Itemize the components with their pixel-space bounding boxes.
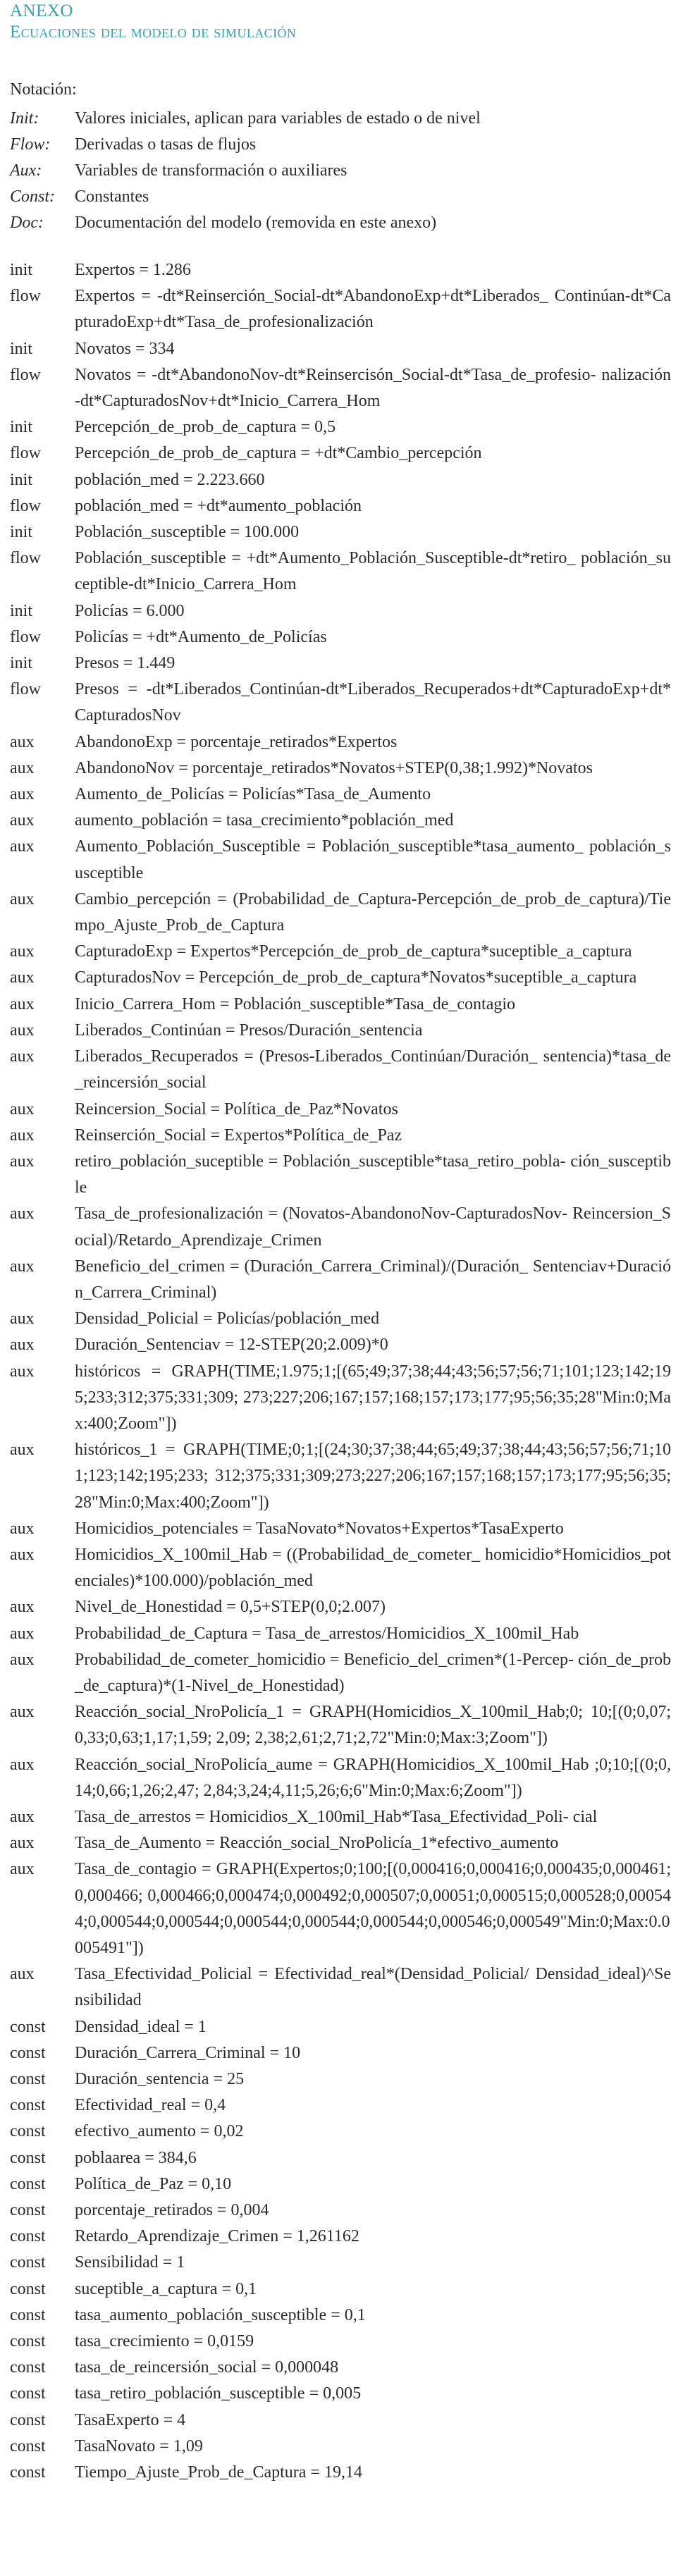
equation-type: aux [10, 1441, 35, 1460]
equation-row [10, 2014, 672, 2040]
equation-row [10, 2224, 672, 2250]
equation-type: aux [10, 1152, 35, 1171]
equation-row [10, 467, 672, 493]
equation-type: const [10, 2070, 46, 2089]
equation-type: const [10, 2043, 46, 2062]
equation-row [10, 677, 672, 729]
equation-text: Cambio_percepción = (Probabilidad_de_Captura-Percepción_de_prob_de_captura)/Tiempo_Ajuste_Prob_de_Captura [75, 889, 671, 935]
equation-row [10, 1437, 672, 1516]
equation-row [10, 2145, 672, 2171]
equation-row [10, 1647, 672, 1699]
equation-text: tasa_crecimiento = 0,0159 [75, 2332, 254, 2351]
equation-type: const [10, 2410, 46, 2429]
equation-text: Novatos = 334 [75, 339, 175, 358]
equation-text: tasa_de_reincersión_social = 0,000048 [75, 2358, 339, 2377]
equation-type: aux [10, 942, 35, 961]
notation-key: Doc: [10, 214, 44, 232]
equation-row [10, 1961, 672, 2014]
equation-row [10, 1201, 672, 1253]
equation-type: flow [10, 496, 41, 515]
equation-row [10, 2355, 672, 2381]
equation-type: flow [10, 287, 41, 306]
equation-type: aux [10, 1965, 35, 1984]
equation-text: Reacción_social_NroPolicía_1 = GRAPH(Homicidios_X_100mil_Hab;0; 10;[(0;0,07;0,33;0,63;1,17;1,59; 2,09; 2,38;2,61;2,71;2,72"Min:0;Max:3;Zoom"]) [75, 1703, 671, 1748]
equation-text: Densidad_ideal = 1 [75, 2017, 207, 2036]
equation-text: Presos = -dt*Liberados_Continúan-dt*Liberados_Recuperados+dt*CapturadoExp+dt*CapturadosNov [75, 680, 671, 725]
equation-text: tasa_aumento_población_susceptible = 0,1 [75, 2305, 366, 2324]
equation-type: aux [10, 732, 35, 751]
equation-type: aux [10, 1362, 35, 1381]
annex-subtitle: Ecuaciones del modelo de simulación [10, 23, 297, 42]
equation-text: históricos = GRAPH(TIME;1.975;1;[(65;49;37;38;44;43;56;57;56;71;101;123;142;195;233;312;375;331;309; 273;227;206;167;157;168;157;173;177;95;56;35;28"Min:0;Max:400;Zoom"]) [75, 1362, 671, 1433]
notation-item [10, 210, 672, 236]
equation-text: Policías = +dt*Aumento_de_Policías [75, 627, 327, 646]
equation-row [10, 756, 672, 782]
equation-type: const [10, 2305, 46, 2324]
equation-row [10, 2119, 672, 2145]
equation-type: aux [10, 1834, 35, 1853]
equation-text: Inicio_Carrera_Hom = Población_susceptible*Tasa_de_contagio [75, 994, 516, 1013]
equation-type: aux [10, 1047, 35, 1066]
equation-row [10, 2250, 672, 2276]
equation-row [10, 2171, 672, 2198]
equation-type: aux [10, 1021, 35, 1040]
equation-row [10, 1856, 672, 1961]
equation-row [10, 1149, 672, 1201]
equation-row [10, 598, 672, 624]
equation-row [10, 782, 672, 808]
equation-text: Población_susceptible = +dt*Aumento_Población_Susceptible-dt*retiro_ población_suceptible-dt*Inicio_Carrera_Hom [75, 549, 671, 594]
equation-row [10, 414, 672, 440]
equation-text: Reacción_social_NroPolicía_aume = GRAPH(Homicidios_X_100mil_Hab ;0;10;[(0;0,14;0,66;1,26;2,47; 2,84;3,24;4,11;5,26;6;6"Min:0;Max:6;Zoom"]) [75, 1755, 671, 1800]
equation-row [10, 834, 672, 886]
equation-row [10, 1332, 672, 1358]
equation-type: aux [10, 811, 35, 830]
equation-text: Liberados_Continúan = Presos/Duración_sentencia [75, 1021, 423, 1040]
equation-type: init [10, 470, 33, 489]
equation-text: Efectividad_real = 0,4 [75, 2096, 226, 2115]
equation-text: Probabilidad_de_Captura = Tasa_de_arrestos/Homicidios_X_100mil_Hab [75, 1624, 579, 1643]
notation-key: Flow: [10, 135, 51, 154]
equation-text: Expertos = 1.286 [75, 261, 191, 279]
equation-text: tasa_retiro_población_susceptible = 0,005 [75, 2384, 362, 2403]
equation-row [10, 1044, 672, 1096]
equation-type: const [10, 2332, 46, 2351]
equation-row [10, 257, 672, 283]
equation-row [10, 2381, 672, 2407]
equation-type: aux [10, 889, 35, 908]
equation-type: const [10, 2148, 46, 2167]
equation-text: Duración_Carrera_Criminal = 10 [75, 2043, 301, 2062]
equation-row [10, 1830, 672, 1856]
equation-type: init [10, 523, 33, 542]
equation-type: aux [10, 1336, 35, 1355]
equation-row [10, 1097, 672, 1123]
equation-row [10, 729, 672, 756]
equation-type: flow [10, 549, 41, 568]
equation-text: Tasa_Efectividad_Policial = Efectividad_real*(Densidad_Policial/ Densidad_ideal)^Sensibilidad [75, 1965, 671, 2010]
equation-type: const [10, 2463, 46, 2482]
equation-type: init [10, 601, 33, 620]
equation-row [10, 2040, 672, 2066]
equation-text: Probabilidad_de_cometer_homicidio = Beneficio_del_crimen*(1-Percep- ción_de_prob_de_captura)*(1-Nivel_de_Honestidad) [75, 1650, 671, 1695]
equation-text: históricos_1 = GRAPH(TIME;0;1;[(24;30;37;38;44;65;49;37;38;44;43;56;57;56;71;101;123;142;195;233; 312;375;331;309;273;227;206;167;157;168;157;173;177;95;56;35;28"Min:0;Max:400;Zoom"]) [75, 1441, 671, 1512]
equation-type: aux [10, 1309, 35, 1329]
equation-row [10, 992, 672, 1018]
equation-row [10, 2329, 672, 2355]
equation-text: Liberados_Recuperados = (Presos-Liberados_Continúan/Duración_ sentencia)*tasa_de_reincersión_social [75, 1047, 671, 1092]
equation-row [10, 362, 672, 414]
equation-type: const [10, 2279, 46, 2298]
equation-text: Presos = 1.449 [75, 654, 176, 673]
equation-row [10, 808, 672, 834]
equation-type: const [10, 2227, 46, 2246]
equation-text: Duración_sentencia = 25 [75, 2070, 245, 2089]
equation-text: Tasa_de_contagio = GRAPH(Expertos;0;100;[(0,000416;0,000416;0,000435;0,000461;0,000466; 0,000466;0,000474;0,000492;0,000507;0,00051;0,000515;0,000528;0,000544;0,000544;0,000544;0,000544;0,000544;0,000544;0,000546;0,000549"Min:0;Max:0.0005491"]) [75, 1860, 671, 1957]
equation-type: init [10, 339, 33, 358]
equation-text: Policías = 6.000 [75, 601, 185, 620]
equation-text: Beneficio_del_crimen = (Duración_Carrera_Criminal)/(Duración_ Sentenciav+Duración_Carrera_Criminal) [75, 1257, 671, 1302]
equation-text: Aumento_Población_Susceptible = Población_susceptible*tasa_aumento_ población_susceptible [75, 837, 671, 882]
equation-type: const [10, 2096, 46, 2115]
equation-type: aux [10, 1755, 35, 1774]
equation-text: porcentaje_retirados = 0,004 [75, 2201, 269, 2220]
equation-type: aux [10, 758, 35, 777]
notation-description: Variables de transformación o auxiliares [75, 161, 347, 180]
equation-type: flow [10, 627, 41, 646]
equation-type: aux [10, 1204, 35, 1224]
equation-row [10, 2303, 672, 2329]
notation-key: Aux: [10, 161, 42, 180]
equation-row [10, 939, 672, 965]
equation-row [10, 2434, 672, 2460]
equation-row [10, 1699, 672, 1751]
equation-type: aux [10, 1519, 35, 1538]
equation-row [10, 1752, 672, 1804]
equation-type: aux [10, 1650, 35, 1669]
equation-row [10, 1123, 672, 1149]
equation-type: init [10, 654, 33, 673]
equation-text: Expertos = -dt*Reinserción_Social-dt*AbandonoExp+dt*Liberados_ Continúan-dt*CapturadoExp+dt*Tasa_de_profesionalización [75, 287, 671, 332]
equation-row [10, 624, 672, 651]
equation-text: CapturadoExp = Expertos*Percepción_de_prob_de_captura*suceptible_a_captura [75, 942, 632, 961]
equation-list [10, 257, 672, 2486]
equation-row [10, 965, 672, 991]
equation-text: AbandonoNov = porcentaje_retirados*Novatos+STEP(0,38;1.992)*Novatos [75, 758, 593, 777]
equation-text: Duración_Sentenciav = 12-STEP(20;2.009)*0 [75, 1336, 388, 1355]
notation-title: Notación: [10, 80, 77, 99]
equation-row [10, 2093, 672, 2119]
equation-text: población_med = 2.223.660 [75, 470, 265, 489]
equation-row [10, 1254, 672, 1306]
notation-legend [10, 106, 672, 236]
equation-type: aux [10, 968, 35, 987]
equation-type: aux [10, 1624, 35, 1643]
notation-description: Documentación del modelo (removida en este anexo) [75, 214, 437, 232]
equation-row [10, 2198, 672, 2224]
equation-text: Tiempo_Ajuste_Prob_de_Captura = 19,14 [75, 2463, 362, 2482]
notation-item [10, 184, 672, 210]
equation-type: aux [10, 1126, 35, 1145]
annex-title: ANEXO [10, 1, 73, 20]
equation-row [10, 336, 672, 362]
equation-text: Sensibilidad = 1 [75, 2253, 185, 2272]
equation-text: Homicidios_X_100mil_Hab = ((Probabilidad_de_cometer_ homicidio*Homicidios_potenciales)*100.000)/población_med [75, 1545, 671, 1591]
equation-text: Retardo_Aprendizaje_Crimen = 1,261162 [75, 2227, 359, 2246]
equation-row [10, 1804, 672, 1830]
equation-row [10, 1359, 672, 1438]
equation-type: flow [10, 680, 41, 699]
equation-type: const [10, 2253, 46, 2272]
equation-type: flow [10, 365, 41, 384]
equation-text: AbandonoExp = porcentaje_retirados*Expertos [75, 732, 398, 751]
equation-row [10, 1542, 672, 1594]
equation-type: aux [10, 1545, 35, 1564]
notation-description: Valores iniciales, aplican para variables de estado o de nivel [75, 109, 481, 128]
equation-type: const [10, 2358, 46, 2377]
equation-type: aux [10, 1598, 35, 1617]
equation-text: suceptible_a_captura = 0,1 [75, 2279, 257, 2298]
equation-type: init [10, 261, 33, 279]
equation-type: aux [10, 785, 35, 804]
equation-row [10, 519, 672, 546]
equation-type: aux [10, 1099, 35, 1118]
equation-row [10, 1306, 672, 1332]
equation-text: Política_de_Paz = 0,10 [75, 2174, 232, 2193]
equation-type: aux [10, 1860, 35, 1879]
equation-text: Percepción_de_prob_de_captura = +dt*Cambio_percepción [75, 444, 482, 463]
notation-item [10, 158, 672, 184]
notation-item [10, 132, 672, 158]
notation-item [10, 106, 672, 132]
equation-row [10, 440, 672, 467]
equation-row [10, 2460, 672, 2486]
equation-type: aux [10, 837, 35, 856]
equation-type: aux [10, 1807, 35, 1826]
equation-row [10, 2066, 672, 2093]
equation-text: CapturadosNov = Percepción_de_prob_de_captura*Novatos*suceptible_a_captura [75, 968, 637, 987]
notation-description: Constantes [75, 187, 149, 206]
equation-text: efectivo_aumento = 0,02 [75, 2122, 244, 2141]
equation-row [10, 2276, 672, 2303]
equation-text: Densidad_Policial = Policías/población_med [75, 1309, 380, 1329]
notation-description: Derivadas o tasas de flujos [75, 135, 257, 154]
equation-type: flow [10, 444, 41, 463]
equation-row [10, 1594, 672, 1620]
equation-row [10, 1018, 672, 1044]
equation-type: aux [10, 1257, 35, 1276]
equation-type: const [10, 2122, 46, 2141]
equation-text: Tasa_de_profesionalización = (Novatos-AbandonoNov-CapturadosNov- Reincersion_Social)/Retardo_Aprendizaje_Crimen [75, 1204, 671, 1250]
equation-text: Nivel_de_Honestidad = 0,5+STEP(0,0;2.007) [75, 1598, 386, 1617]
equation-type: const [10, 2017, 46, 2036]
equation-text: Percepción_de_prob_de_captura = 0,5 [75, 418, 336, 437]
equation-text: Reincersion_Social = Política_de_Paz*Novatos [75, 1099, 398, 1118]
equation-row [10, 283, 672, 335]
notation-key: Init: [10, 109, 39, 128]
equation-type: aux [10, 994, 35, 1013]
equation-text: poblaarea = 384,6 [75, 2148, 197, 2167]
equation-row [10, 546, 672, 598]
equation-row [10, 1516, 672, 1542]
notation-key: Const: [10, 187, 56, 206]
equation-row [10, 2408, 672, 2434]
equation-text: Aumento_de_Policías = Policías*Tasa_de_Aumento [75, 785, 431, 804]
equation-text: Novatos = -dt*AbandonoNov-dt*Reinsercisón_Social-dt*Tasa_de_profesio- nalización-dt*CapturadosNov+dt*Inicio_Carrera_Hom [75, 365, 671, 411]
equation-text: Reinserción_Social = Expertos*Política_de_Paz [75, 1126, 402, 1145]
equation-type: const [10, 2384, 46, 2403]
equation-text: TasaExperto = 4 [75, 2410, 186, 2429]
equation-row [10, 887, 672, 939]
equation-text: Tasa_de_arrestos = Homicidios_X_100mil_Hab*Tasa_Efectividad_Poli- cial [75, 1807, 598, 1826]
equation-type: aux [10, 1703, 35, 1722]
equation-text: Población_susceptible = 100.000 [75, 523, 300, 542]
equation-type: const [10, 2201, 46, 2220]
equation-type: const [10, 2436, 46, 2455]
equation-text: aumento_población = tasa_crecimiento*población_med [75, 811, 454, 830]
equation-row [10, 651, 672, 677]
equation-text: Homicidios_potenciales = TasaNovato*Novatos+Expertos*TasaExperto [75, 1519, 564, 1538]
equation-text: TasaNovato = 1,09 [75, 2436, 203, 2455]
equation-row [10, 1621, 672, 1647]
equation-row [10, 493, 672, 519]
equation-text: Tasa_de_Aumento = Reacción_social_NroPolicía_1*efectivo_aumento [75, 1834, 559, 1853]
equation-text: retiro_población_suceptible = Población_susceptible*tasa_retiro_pobla- ción_susceptible [75, 1152, 671, 1197]
equation-type: init [10, 418, 33, 437]
equation-text: población_med = +dt*aumento_población [75, 496, 362, 515]
equation-type: const [10, 2174, 46, 2193]
